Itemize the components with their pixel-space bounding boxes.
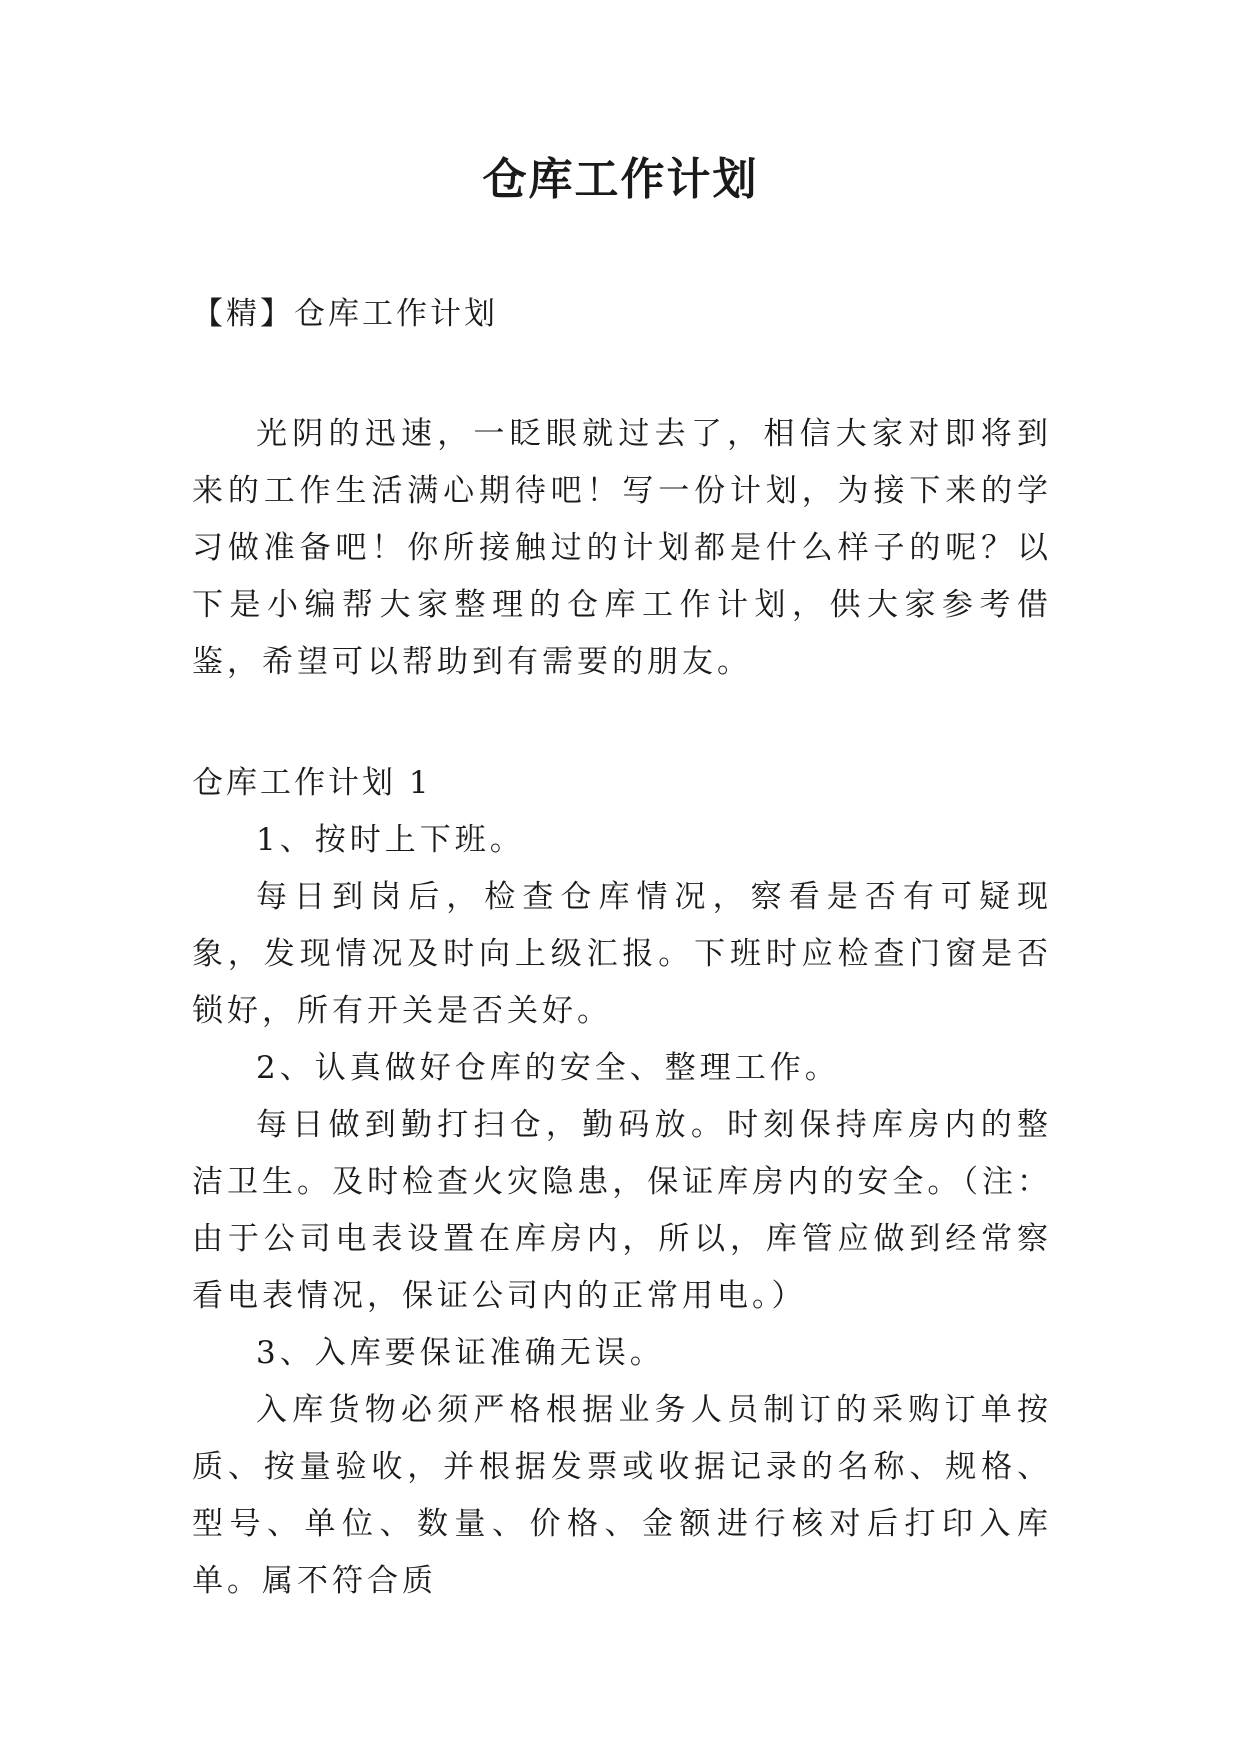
document-title: 仓库工作计划 [482, 154, 759, 205]
item-heading-3: 3、入库要保证准确无误。 [256, 1335, 665, 1371]
section-content [192, 812, 1052, 1610]
intro-paragraph: 光阴的迅速，一眨眼就过去了，相信大家对即将到来的工作生活满心期待吧！写一份计划，为接下来的学习做准备吧！你所接触过的计划都是什么样子的呢？以下是小编帮大家整理的仓库工作计划，供大家参考借鉴，希望可以帮助到有需要的朋友。 [192, 416, 1052, 680]
item-paragraph-1: 每日到岗后，检查仓库情况，察看是否有可疑现象，发现情况及时向上级汇报。下班时应检查门窗是否锁好，所有开关是否关好。 [192, 879, 1052, 1029]
item-heading-2: 2、认真做好仓库的安全、整理工作。 [256, 1050, 840, 1086]
intro-block [192, 406, 1052, 691]
item-paragraph-3: 入库货物必须严格根据业务人员制订的采购订单按质、按量验收，并根据发票或收据记录的名称、规格、型号、单位、数量、价格、金额进行核对后打印入库单。属不符合质 [192, 1392, 1052, 1599]
item-heading-1: 1、按时上下班。 [256, 822, 525, 858]
document-subtitle: 【精】仓库工作计划 [192, 296, 498, 332]
section-heading: 仓库工作计划 1 [192, 765, 432, 801]
item-paragraph-2: 每日做到勤打扫仓，勤码放。时刻保持库房内的整洁卫生。及时检查火灾隐患，保证库房内的安全。（注：由于公司电表设置在库房内，所以，库管应做到经常察看电表情况，保证公司内的正常用电。） [192, 1107, 1052, 1314]
